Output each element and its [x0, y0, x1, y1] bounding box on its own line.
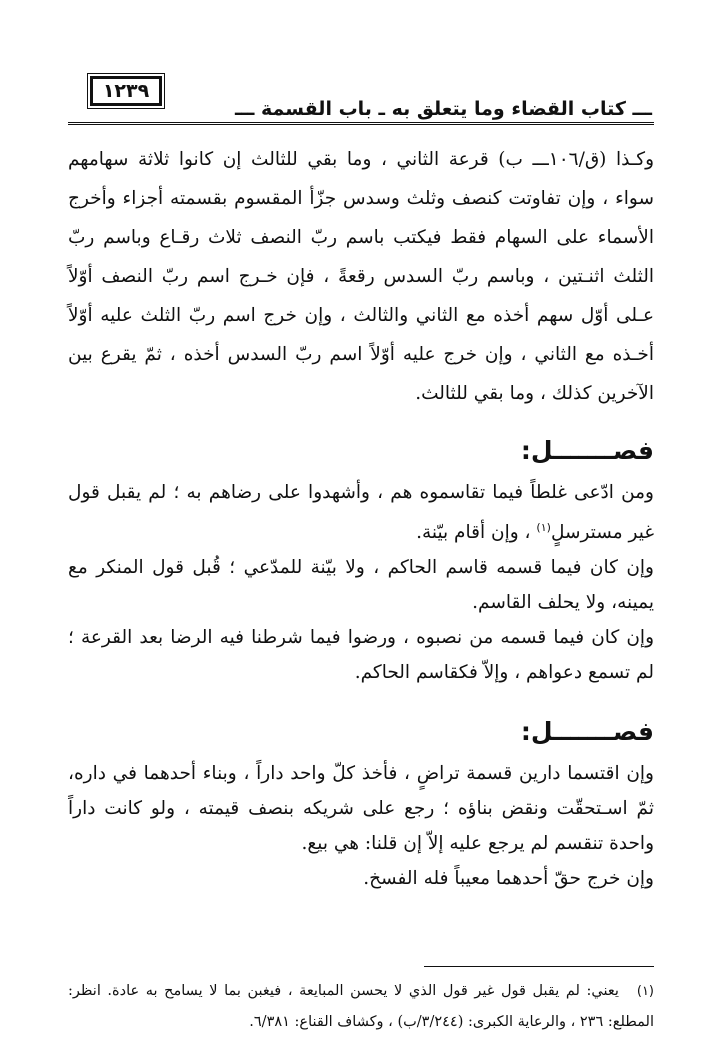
main-text — [68, 140, 654, 896]
footnote — [68, 976, 654, 1038]
footnote-text: يعني: لم يقبل قول غير قول الذي لا يحسن المبايعة ، فيغبن بما لا يسامح به عادة. انظر: المطلع: ٢٣٦ ، والرعاية الكبرى: (٣/٢٤٤/ب) ، وكشاف القناع: ٦/٣٨١. — [68, 983, 654, 1030]
paragraph-lottery-shares: وكـذا (ق/١٠٦ـــ ب) قرعة الثاني ، وما بقي للثالث إن كانوا ثلاثة سهامهم سواء ، وإن تفاوتت كنصف وثلث وسدس جزّأ المقسوم بقسمته أجزاء وأخرج الأسماء على السهام فقط فيكتب باسم ربّ النصف ثلاث رقـاع وباسم ربّ الثلث اثنـتين ، وباسم ربّ السدس رقعةً ، فإن خـرج اسم ربّ النصف أوّلاً عـلى أوّل سهم أخذه مع الثاني والثالث ، وإن خرج اسم ربّ الثلث عليه أوّلاً أخـذه مع الثاني ، وإن خرج عليه أوّلاً اسم ربّ السدس أخذه ، ثمّ يقرع بين الآخرين كذلك ، وما بقي للثالث. — [68, 149, 654, 404]
page-number: ١٢٣٩ — [90, 76, 162, 106]
footnote-rule — [424, 966, 654, 967]
section-heading-1: فصـــــــل: — [520, 436, 654, 465]
footnote-reference: (١) — [536, 521, 551, 534]
paragraph-defective-share: وإن خرج حقّ أحدهما معيباً فله الفسخ. — [363, 868, 654, 890]
section-heading-2: فصـــــــل: — [520, 717, 654, 747]
paragraph-appointed-divider: وإن كان فيما قسمه من نصبوه ، ورضوا فيما شرطنا فيه الرضا بعد القرعة ؛ لم تسمع دعواهم ، وإلاّ فكقاسم الحاكم. — [68, 627, 654, 684]
footnote-marker: (١) — [636, 984, 654, 999]
paragraph-two-houses: وإن اقتسما دارين قسمة تراضٍ ، فأخذ كلّ واحد داراً ، وبناء أحدهما في داره، ثمّ اسـتحقّت ونقض بناؤه ؛ رجع على شريكه بنصف قيمته ، ولو كانت داراً واحدة تنقسم لم يرجع عليه إلاّ إن قلنا: هي بيع. — [68, 763, 654, 855]
header-rule — [68, 122, 654, 125]
paragraph-error-claim-end: ، وإن أقام بيّنة. — [416, 522, 531, 544]
running-title: ـــ كتاب القضاء وما يتعلق به ـ باب القسمة ـــ — [234, 98, 652, 120]
paragraph-error-claim — [68, 475, 654, 550]
paragraph-judge-divider: وإن كان فيما قسمه قاسم الحاكم ، ولا بيّنة للمدّعي ؛ قُبل قول المنكر مع يمينه، ولا يحلف القاسم. — [68, 557, 654, 614]
paragraph-error-claim-text: ومن ادّعى غلطاً فيما تقاسموه هم ، وأشهدوا على رضاهم به ؛ لم يقبل قول غير مسترسلٍ — [68, 482, 654, 544]
